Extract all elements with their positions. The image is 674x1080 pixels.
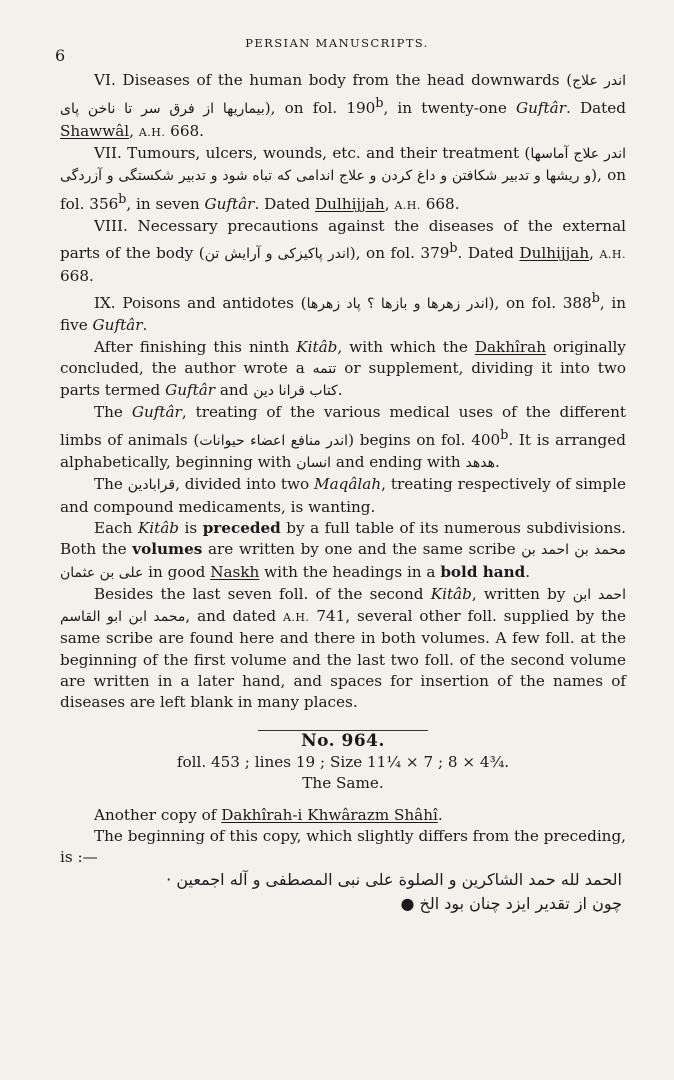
entry-description: foll. 453 ; lines 19 ; Size 11¼ × 7 ; 8 × 4¾. [176,752,510,771]
section-ix: IX. Poisons and antidotes (اندر زهرها و بازها ؟ پاد زهرها), on fol. 388$^b$, in five Guftâr. [60,289,626,335]
paragraph-scribe: Each Kitâb is preceded by a full table of its numerous subdivisions. Both the volumes are written by one and the same scribe محمد بن احمد بن علی بن عثمان in good Naskh with the headings in a bold hand. [60,518,626,581]
paragraph-another-copy: Another copy of Dakhîrah-i Khwârazm Shâhî. [94,805,443,824]
paragraph-supplement: After finishing this ninth Kitâb, with which the Dakhîrah originally concluded, the author wrote a تتمه or supplement, dividing it into two parts termed Guftâr and کتاب قرانا دین. [60,337,626,400]
running-title: PERSIAN MANUSCRIPTS. [245,36,429,50]
section-vi: VI. Diseases of the human body from the head downwards (اندر علاج بیماریها از فرق سر تا ناخن پای), on fol. 190$^b$, in twenty-one Guftâr. Dated Shawwâl, A.H. 668. [60,71,627,140]
arabic-quote-line-2: چون از تقدیر ایزد چنان بود الخ ● [400,894,622,914]
entry-title: The Same. [302,774,384,793]
page-number: 6 [55,46,66,65]
entry-number: No. 964. [301,730,385,751]
section-vii: VII. Tumours, ulcers, wounds, etc. and their treatment (اندر علاج آماسها و ریشها و تدبیر شکافتن و داغ کردن و علاج اندامی که تباه شود و تدبیر شکستگی و آزردگی), on fol. 356$^b$, in seven Guftâr. Dated Dulhijjah, A.H. 668. [60,143,626,213]
paragraph-guftar: The Guftâr, treating of the various medical uses of the different limbs of animals (اندر منافع اعضاء حیوانات) begins on fol. 400$^b$. It is arranged alphabetically, beginning with انسان and ending with هدهد. [60,403,626,472]
paragraph-beginning: The beginning of this copy, which slightly differs from the preceding, is :— [60,826,627,867]
section-viii: VIII. Necessary precautions against the diseases of the external parts of the body (اندر پاکیزکی و آرایش تن), on fol. 379$^b$. Dated Dulhijjah, A.H. 668. [60,216,627,285]
arabic-quote-line-1: الحمد لله حمد الشاکرین و الصلوة علی نبی المصطفی و آله اجمعین · [166,870,622,890]
text-body [60,70,626,916]
paragraph-qarabadin: The قرابادین, divided into two Maqâlah, treating respectively of simple and compound medicaments, is wanting. [60,475,626,516]
paragraph-foll: Besides the last seven foll. of the second Kitâb, written by احمد ابن محمد ابن ابو القاسم, and dated A.H. 741, several other foll. supplied by the same scribe are found here and there in both volumes. A few foll. at the beginning of the first volume and the last two foll. of the second volume are written in a later hand, and spaces for insertion of the names of diseases are left blank in many places. [60,584,626,712]
